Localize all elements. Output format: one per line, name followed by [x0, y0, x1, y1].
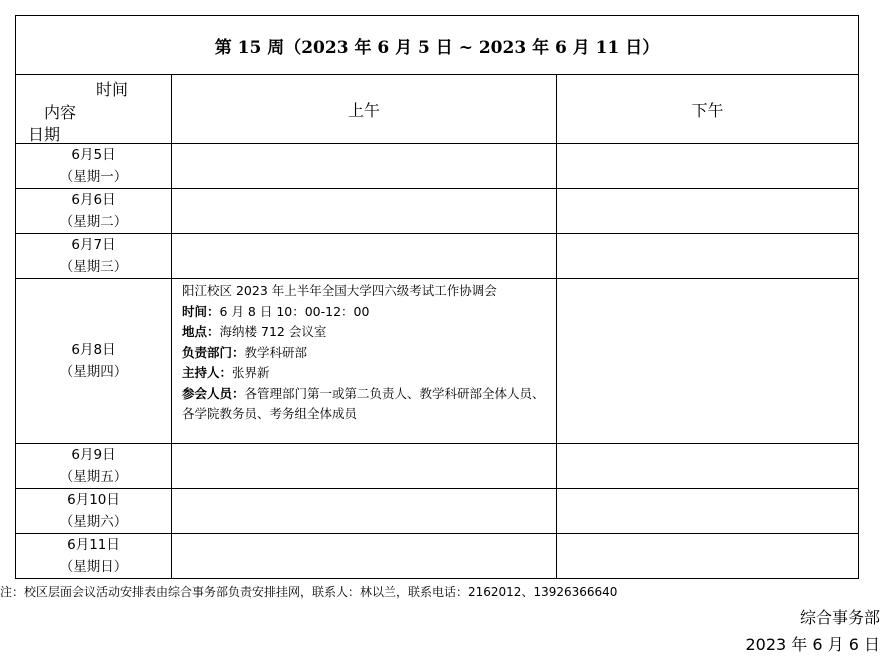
afternoon-cell [557, 489, 859, 534]
date-cell [16, 444, 172, 489]
date-label: 6月7日 [71, 237, 116, 253]
morning-event-cell [172, 279, 557, 444]
morning-cell [172, 489, 557, 534]
afternoon-cell [557, 189, 859, 234]
event-dept-label: 负责部门： [182, 344, 245, 360]
event-dept-value: 教学科研部 [244, 344, 308, 360]
afternoon-cell [557, 444, 859, 489]
afternoon-cell [557, 534, 859, 579]
event-attendees [182, 384, 550, 425]
weekday-label: （星期二） [59, 214, 128, 230]
date-label: 6月11日 [67, 537, 120, 553]
weekday-label: （星期一） [59, 169, 128, 185]
corner-time-label: 时间 [96, 80, 129, 99]
footer-date: 2023 年 6 月 6 日 [745, 635, 880, 654]
event-place-value: 海纳楼 712 会议室 [219, 324, 327, 339]
event-time-value: 6 月 8 日 10：00-12：00 [219, 303, 370, 319]
corner-date-label: 日期 [28, 125, 61, 144]
day-row [16, 279, 859, 444]
weekday-label: （星期三） [59, 259, 128, 275]
morning-cell [172, 144, 557, 189]
day-row [16, 189, 859, 234]
event-attendees-label: 参会人员： [182, 385, 245, 401]
date-cell [16, 279, 172, 444]
date-label: 6月6日 [71, 192, 116, 208]
corner-header-cell [16, 75, 172, 144]
schedule-title: 第 15 周（2023 年 6 月 5 日 ~ 2023 年 6 月 11 日） [16, 16, 859, 75]
date-cell [16, 534, 172, 579]
event-host-label: 主持人： [182, 365, 233, 380]
weekday-label: （星期六） [59, 514, 128, 530]
morning-cell [172, 534, 557, 579]
event-attendees-value: 各管理部门第一或第二负责人、教学科研部全体人员、各学院教务员、考务组全体成员 [182, 385, 545, 421]
morning-cell [172, 189, 557, 234]
weekday-label: （星期日） [59, 559, 128, 575]
date-cell [16, 234, 172, 279]
footer-department: 综合事务部 [799, 608, 880, 627]
afternoon-cell [557, 144, 859, 189]
day-row [16, 234, 859, 279]
morning-header: 上午 [172, 75, 557, 144]
date-label: 6月9日 [71, 447, 116, 463]
afternoon-cell [557, 279, 859, 444]
day-row [16, 534, 859, 579]
date-label: 6月10日 [67, 492, 120, 508]
day-row [16, 144, 859, 189]
event-host-value: 张界新 [232, 365, 270, 380]
event-place [182, 322, 550, 343]
event-place-label: 地点： [182, 324, 220, 339]
morning-cell [172, 234, 557, 279]
date-cell [16, 489, 172, 534]
schedule-table [15, 15, 859, 579]
day-row [16, 489, 859, 534]
corner-content-label: 内容 [44, 103, 77, 122]
weekday-label: （星期五） [59, 469, 128, 485]
date-cell [16, 144, 172, 189]
weekday-label: （星期四） [59, 364, 128, 380]
event-time-label: 时间： [182, 303, 220, 319]
footer-note: 注：校区层面会议活动安排表由综合事务部负责安排挂网，联系人：林以兰，联系电话：2162012、13926366640 [0, 585, 618, 599]
date-label: 6月5日 [71, 147, 116, 163]
event-host [182, 363, 550, 384]
morning-cell [172, 444, 557, 489]
afternoon-cell [557, 234, 859, 279]
afternoon-header: 下午 [557, 75, 859, 144]
date-cell [16, 189, 172, 234]
day-row [16, 444, 859, 489]
event-dept [182, 343, 550, 364]
event-time [182, 302, 550, 323]
date-label: 6月8日 [71, 342, 116, 358]
event-title: 阳江校区 2023 年上半年全国大学四六级考试工作协调会 [182, 283, 497, 298]
